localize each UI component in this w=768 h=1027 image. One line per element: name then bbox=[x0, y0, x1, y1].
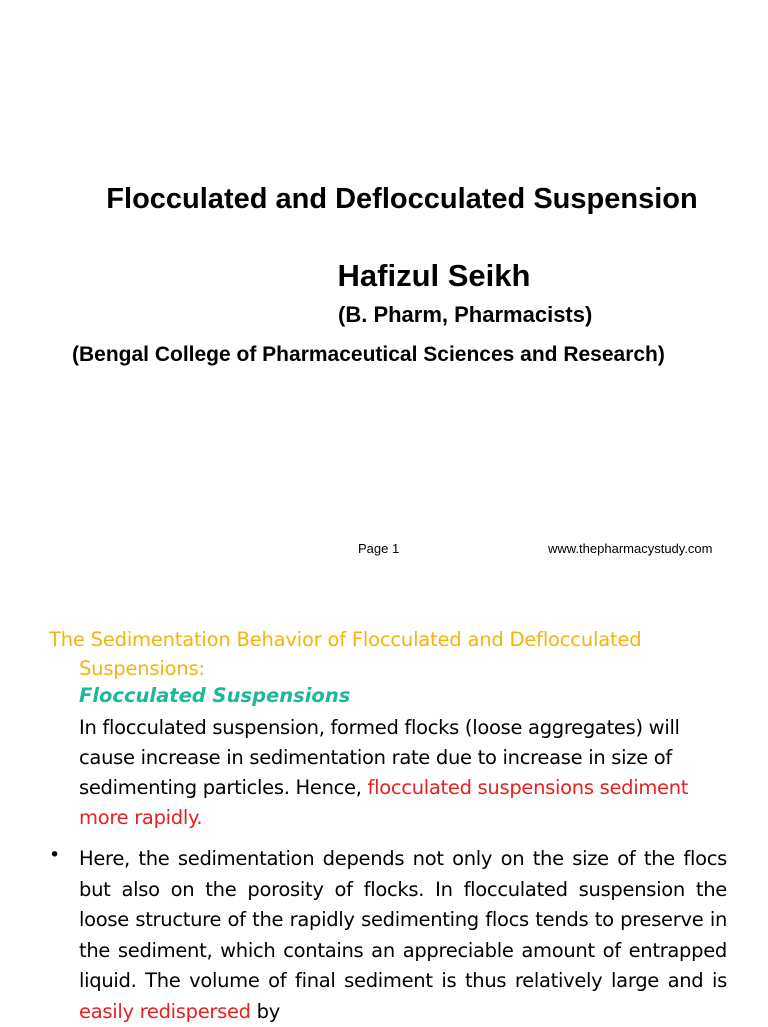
bullet-highlight: easily redispersed bbox=[79, 999, 251, 1023]
content-slide bbox=[0, 580, 768, 1024]
author-name: Hafizul Seikh bbox=[337, 258, 531, 293]
subsection-heading: Flocculated Suspensions bbox=[79, 684, 351, 707]
intro-text: In flocculated suspension, formed flocks (loose aggregates) will cause increase in sedimentation rate due to increase in size of sedimenting particles. Hence, bbox=[79, 716, 680, 799]
page-number: Page 1 bbox=[358, 541, 400, 556]
bullet-tail: by bbox=[250, 999, 280, 1023]
intro-highlight: flocculated suspensions sediment more rapidly. bbox=[79, 776, 689, 829]
bullet-paragraph bbox=[79, 844, 727, 1027]
author-college: (Bengal College of Pharmaceutical Sciences and Research) bbox=[72, 343, 665, 366]
section-heading-line2: Suspensions: bbox=[79, 657, 205, 680]
intro-paragraph bbox=[79, 713, 729, 833]
website-link[interactable]: www.thepharmacystudy.com bbox=[548, 541, 713, 556]
section-heading bbox=[49, 625, 641, 683]
section-heading-line1: The Sedimentation Behavior of Flocculated and Deflocculated bbox=[49, 628, 642, 651]
bullet-marker: • bbox=[49, 844, 61, 866]
author-degree: (B. Pharm, Pharmacists) bbox=[338, 302, 593, 327]
bullet-text: Here, the sedimentation depends not only on the size of the flocs but also on the porosity of flocks. In flocculated suspension the loose structure of the rapidly sedimenting flocs tends to preserve in the sediment, which contains an appreciable amount of entrapped liquid. The volume of final sediment is thus relatively large and is bbox=[79, 847, 727, 992]
document-title: Flocculated and Deflocculated Suspension bbox=[106, 183, 698, 215]
